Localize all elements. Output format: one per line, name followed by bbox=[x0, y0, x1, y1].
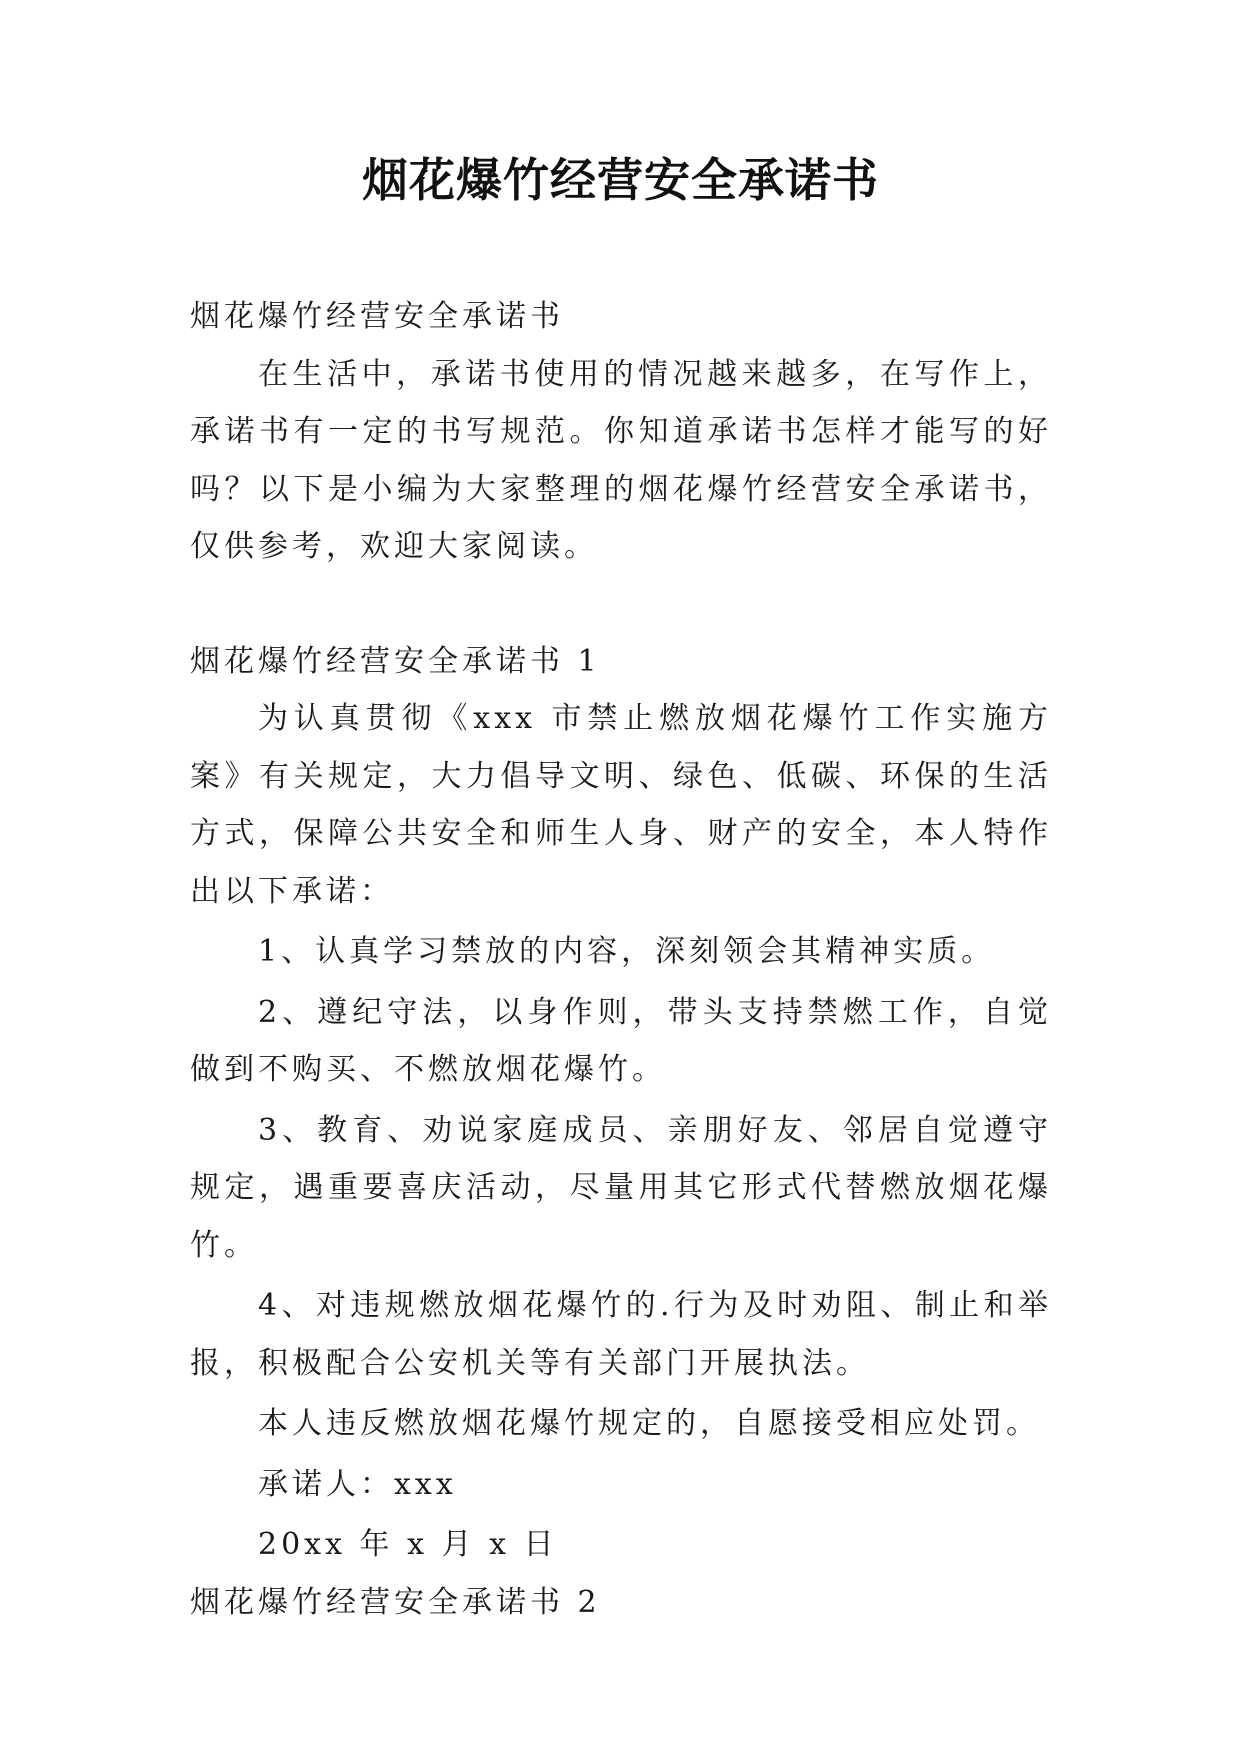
penalty-statement: 本人违反燃放烟花爆竹规定的，自愿接受相应处罚。 bbox=[258, 1406, 1040, 1441]
pledge-item-4: 4、对违规燃放烟花爆竹的.行为及时劝阻、制止和举报，积极配合公安机关等有关部门开展执法。 bbox=[190, 1288, 1052, 1381]
pledge-preamble: 为认真贯彻《xxx 市禁止燃放烟花爆竹工作实施方案》有关规定，大力倡导文明、绿色、低碳、环保的生活方式，保障公共安全和师生人身、财产的安全，本人特作出以下承诺： bbox=[190, 701, 1052, 909]
paragraph-spacer bbox=[190, 576, 1052, 633]
section-heading-2: 烟花爆竹经营安全承诺书 2 bbox=[190, 1584, 601, 1620]
intro-paragraph: 在生活中，承诺书使用的情况越来越多，在写作上，承诺书有一定的书写规范。你知道承诺书怎样才能写的好吗？以下是小编为大家整理的烟花爆竹经营安全承诺书，仅供参考，欢迎大家阅读。 bbox=[190, 356, 1052, 564]
signatory-line: 承诺人：xxx bbox=[258, 1466, 457, 1502]
pledge-item-3: 3、教育、劝说家庭成员、亲朋好友、邻居自觉遵守规定，遇重要喜庆活动，尽量用其它形式代替燃放烟花爆竹。 bbox=[190, 1112, 1052, 1263]
pledge-item-2: 2、遵纪守法，以身作则，带头支持禁燃工作，自觉做到不购买、不燃放烟花爆竹。 bbox=[190, 994, 1052, 1087]
intro-heading: 烟花爆竹经营安全承诺书 bbox=[190, 299, 564, 334]
date-line: 20xx 年 x 月 x 日 bbox=[258, 1527, 558, 1562]
document-body bbox=[190, 288, 1052, 1631]
document-title: 烟花爆竹经营安全承诺书 bbox=[362, 153, 879, 207]
pledge-item-1: 1、认真学习禁放的内容，深刻领会其精神实质。 bbox=[258, 934, 996, 969]
section-heading-1: 烟花爆竹经营安全承诺书 1 bbox=[190, 643, 601, 679]
